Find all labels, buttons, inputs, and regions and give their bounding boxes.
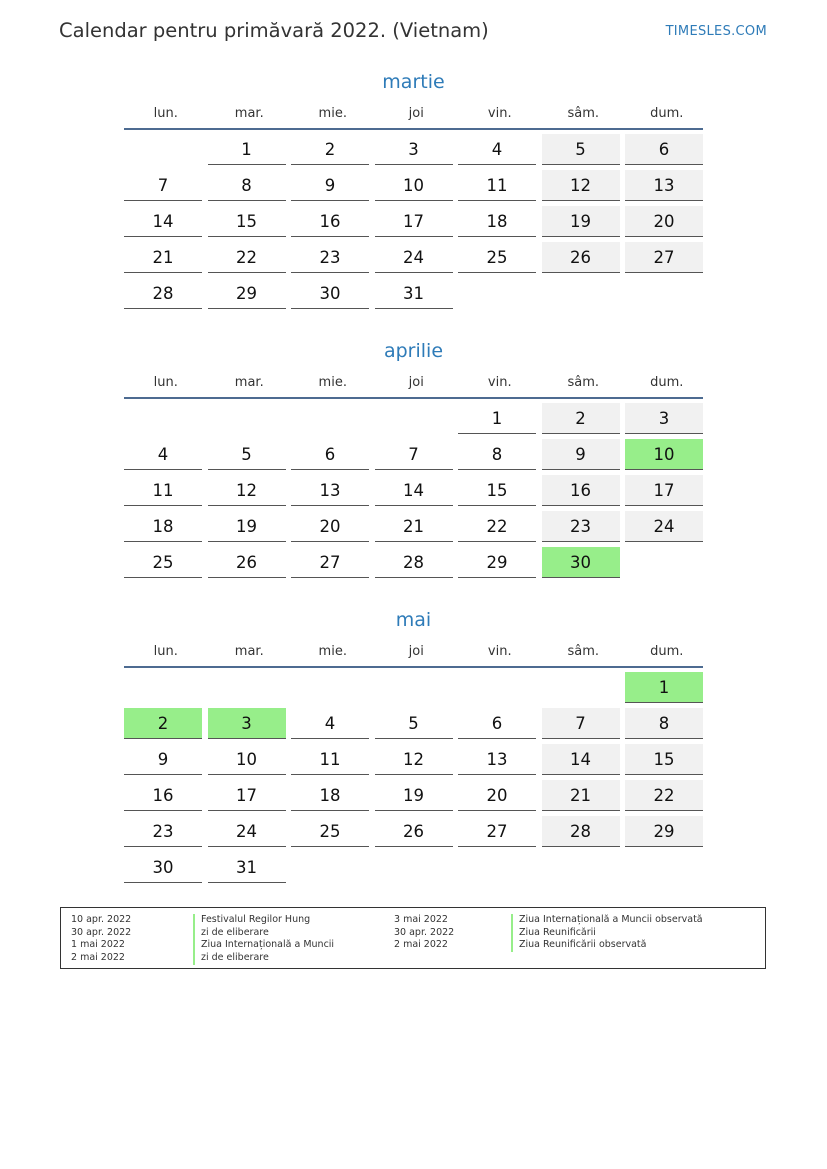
legend-names-left: [193, 914, 334, 965]
day-cell: 12: [208, 475, 286, 506]
day-cell: 22: [625, 780, 703, 811]
day-cell: 15: [208, 206, 286, 237]
holiday-day-cell: 30: [542, 547, 620, 578]
month-0: [124, 68, 703, 314]
empty-cell: [625, 547, 703, 578]
day-cell: 14: [124, 206, 202, 237]
empty-cell: [291, 852, 369, 883]
day-cell: 1: [208, 134, 286, 165]
legend-names-right: [511, 914, 703, 952]
header-rule: [124, 397, 703, 399]
day-cell: 5: [375, 708, 453, 739]
empty-cell: [208, 403, 286, 434]
empty-cell: [625, 278, 703, 309]
month-name: mai: [395, 609, 432, 631]
day-cell: 18: [291, 780, 369, 811]
day-cell: 21: [542, 780, 620, 811]
day-cell: 14: [542, 744, 620, 775]
day-cell: 20: [625, 206, 703, 237]
empty-cell: [458, 672, 536, 703]
month-1: [124, 337, 703, 583]
weekday-label: joi: [408, 375, 424, 390]
empty-cell: [458, 852, 536, 883]
day-cell: 20: [458, 780, 536, 811]
day-cell: 8: [625, 708, 703, 739]
day-cell: 13: [625, 170, 703, 201]
weekday-label: dum.: [650, 375, 684, 390]
day-cell: 9: [542, 439, 620, 470]
week-row: [124, 547, 703, 583]
day-cell: 25: [291, 816, 369, 847]
day-cell: 13: [291, 475, 369, 506]
day-cell: 29: [625, 816, 703, 847]
empty-cell: [542, 672, 620, 703]
day-cell: 4: [458, 134, 536, 165]
day-cell: 2: [542, 403, 620, 434]
week-row: [124, 672, 703, 708]
week-row: [124, 744, 703, 780]
weekday-header: [124, 104, 703, 126]
week-row: [124, 206, 703, 242]
empty-cell: [625, 852, 703, 883]
day-cell: 7: [124, 170, 202, 201]
empty-cell: [124, 672, 202, 703]
day-cell: 19: [375, 780, 453, 811]
legend-dates-left: [71, 914, 131, 965]
day-cell: 25: [124, 547, 202, 578]
week-row: [124, 242, 703, 278]
weekday-label: mar.: [234, 375, 264, 390]
empty-cell: [542, 278, 620, 309]
day-cell: 9: [124, 744, 202, 775]
day-cell: 22: [208, 242, 286, 273]
day-cell: 10: [375, 170, 453, 201]
empty-cell: [542, 852, 620, 883]
weekday-header: [124, 373, 703, 395]
day-cell: 6: [291, 439, 369, 470]
day-cell: 8: [458, 439, 536, 470]
holiday-day-cell: 10: [625, 439, 703, 470]
day-cell: 16: [542, 475, 620, 506]
day-cell: 15: [625, 744, 703, 775]
day-cell: 17: [625, 475, 703, 506]
empty-cell: [124, 403, 202, 434]
day-cell: 18: [458, 206, 536, 237]
day-cell: 3: [375, 134, 453, 165]
day-cell: 23: [291, 242, 369, 273]
day-cell: 26: [208, 547, 286, 578]
day-cell: 24: [208, 816, 286, 847]
weekday-label: sâm.: [567, 106, 600, 121]
holiday-day-cell: 1: [625, 672, 703, 703]
day-grid: [124, 403, 703, 583]
legend-holiday-name: Ziua Reunificării observată: [511, 939, 703, 952]
weekday-header: [124, 642, 703, 664]
day-cell: 23: [124, 816, 202, 847]
day-cell: 3: [625, 403, 703, 434]
day-cell: 6: [458, 708, 536, 739]
page-title: Calendar pentru primăvară 2022. (Vietnam): [59, 19, 489, 42]
weekday-label: joi: [408, 644, 424, 659]
day-cell: 14: [375, 475, 453, 506]
day-cell: 25: [458, 242, 536, 273]
day-cell: 24: [375, 242, 453, 273]
month-name: martie: [382, 71, 445, 93]
weekday-label: mie.: [318, 644, 347, 659]
empty-cell: [375, 852, 453, 883]
day-cell: 20: [291, 511, 369, 542]
day-cell: 31: [208, 852, 286, 883]
day-cell: 16: [291, 206, 369, 237]
day-cell: 7: [542, 708, 620, 739]
day-cell: 4: [291, 708, 369, 739]
site-logo-link[interactable]: TIMESLES.COM: [665, 24, 767, 39]
week-row: [124, 511, 703, 547]
header-rule: [124, 128, 703, 130]
header-rule: [124, 666, 703, 668]
weekday-label: mar.: [234, 644, 264, 659]
day-cell: 31: [375, 278, 453, 309]
day-cell: 17: [375, 206, 453, 237]
day-cell: 11: [124, 475, 202, 506]
day-cell: 5: [208, 439, 286, 470]
holiday-legend: [60, 907, 766, 969]
holiday-day-cell: 2: [124, 708, 202, 739]
legend-holiday-name: Festivalul Regilor Hung: [193, 914, 334, 927]
day-cell: 23: [542, 511, 620, 542]
day-cell: 16: [124, 780, 202, 811]
day-cell: 2: [291, 134, 369, 165]
legend-dates-right: [394, 914, 454, 952]
day-cell: 17: [208, 780, 286, 811]
legend-holiday-name: Ziua Reunificării: [511, 927, 703, 940]
empty-cell: [458, 278, 536, 309]
day-cell: 27: [458, 816, 536, 847]
empty-cell: [291, 672, 369, 703]
day-cell: 13: [458, 744, 536, 775]
day-cell: 28: [542, 816, 620, 847]
day-cell: 8: [208, 170, 286, 201]
weekday-label: mie.: [318, 375, 347, 390]
week-row: [124, 780, 703, 816]
legend-date: 30 apr. 2022: [71, 926, 132, 938]
month-name: aprilie: [383, 340, 444, 362]
weekday-label: lun.: [153, 644, 178, 659]
day-cell: 21: [375, 511, 453, 542]
empty-cell: [291, 403, 369, 434]
day-cell: 9: [291, 170, 369, 201]
day-grid: [124, 672, 703, 888]
week-row: [124, 278, 703, 314]
weekday-label: lun.: [153, 106, 178, 121]
day-cell: 12: [542, 170, 620, 201]
day-cell: 7: [375, 439, 453, 470]
day-cell: 21: [124, 242, 202, 273]
day-cell: 1: [458, 403, 536, 434]
weekday-label: mar.: [234, 106, 264, 121]
day-cell: 27: [291, 547, 369, 578]
weekday-label: mie.: [318, 106, 347, 121]
day-grid: [124, 134, 703, 314]
week-row: [124, 475, 703, 511]
day-cell: 30: [291, 278, 369, 309]
legend-date: 2 mai 2022: [394, 939, 448, 951]
day-cell: 5: [542, 134, 620, 165]
day-cell: 27: [625, 242, 703, 273]
empty-cell: [208, 672, 286, 703]
week-row: [124, 708, 703, 744]
legend-date: 10 apr. 2022: [71, 914, 132, 925]
legend-date: 1 mai 2022: [71, 939, 125, 951]
day-cell: 24: [625, 511, 703, 542]
day-cell: 26: [542, 242, 620, 273]
holiday-day-cell: 3: [208, 708, 286, 739]
week-row: [124, 852, 703, 888]
weekday-label: dum.: [650, 644, 684, 659]
weekday-label: lun.: [153, 375, 178, 390]
day-cell: 11: [458, 170, 536, 201]
weekday-label: vin.: [487, 106, 512, 121]
weekday-label: vin.: [487, 644, 512, 659]
day-cell: 29: [208, 278, 286, 309]
week-row: [124, 403, 703, 439]
legend-holiday-name: Ziua Internațională a Muncii observată: [511, 914, 703, 927]
day-cell: 15: [458, 475, 536, 506]
legend-date: 3 mai 2022: [394, 914, 448, 925]
day-cell: 18: [124, 511, 202, 542]
day-cell: 11: [291, 744, 369, 775]
day-cell: 29: [458, 547, 536, 578]
month-2: [124, 606, 703, 888]
day-cell: 12: [375, 744, 453, 775]
day-cell: 19: [542, 206, 620, 237]
weekday-label: vin.: [487, 375, 512, 390]
legend-date: 2 mai 2022: [71, 952, 125, 964]
legend-date: 30 apr. 2022: [394, 926, 455, 938]
week-row: [124, 439, 703, 475]
day-cell: 30: [124, 852, 202, 883]
weekday-label: sâm.: [567, 375, 600, 390]
legend-holiday-name: zi de eliberare: [193, 927, 334, 940]
day-cell: 28: [375, 547, 453, 578]
empty-cell: [124, 134, 202, 165]
legend-holiday-name: zi de eliberare: [193, 952, 334, 965]
day-cell: 28: [124, 278, 202, 309]
weekday-label: sâm.: [567, 644, 600, 659]
weekday-label: dum.: [650, 106, 684, 121]
empty-cell: [375, 672, 453, 703]
empty-cell: [375, 403, 453, 434]
day-cell: 10: [208, 744, 286, 775]
weekday-label: joi: [408, 106, 424, 121]
day-cell: 6: [625, 134, 703, 165]
legend-holiday-name: Ziua Internațională a Muncii: [193, 939, 334, 952]
week-row: [124, 134, 703, 170]
day-cell: 22: [458, 511, 536, 542]
week-row: [124, 170, 703, 206]
day-cell: 4: [124, 439, 202, 470]
week-row: [124, 816, 703, 852]
day-cell: 26: [375, 816, 453, 847]
day-cell: 19: [208, 511, 286, 542]
